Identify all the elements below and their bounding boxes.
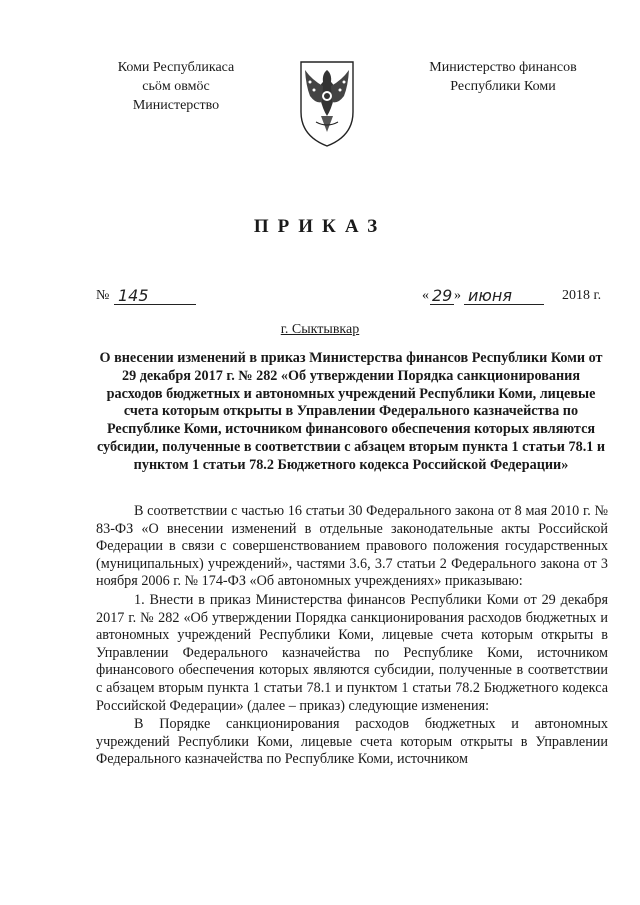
coat-of-arms-komi-icon [296,52,358,150]
month-underline [464,304,544,305]
number-underline [114,304,196,305]
order-body [96,503,608,770]
day-underline [430,304,454,305]
header-left-line: сьӧм овмӧс [142,79,210,94]
date-open-quote: « [422,288,429,303]
header-left-block [98,58,254,115]
order-subject: О внесении изменений в приказ Министерства финансов Республики Коми от 29 декабря 2017 г. № 282 «Об утверждении Порядка санкционирования расходов бюджетных и автономных учреждений Республики Коми, лицевые счета которым открыты в Управлении Федерального казначейства по Республике Коми, источником финансового обеспечения которых являются субсидии, полученные в соответствии с абзацем вторым пункта 1 статьи 78.1 и пунктом 1 статьи 78.2 Бюджетного кодекса Российской Федерации» [96,350,606,473]
header-left-line: Министерство [132,98,220,113]
header-right-line: Министерство финансов [429,60,577,75]
header-right-block [418,58,588,96]
date-close-quote: » [454,288,461,303]
body-paragraph: В соответствии с частью 16 статьи 30 Федерального закона от 8 мая 2010 г. № 83-ФЗ «О внесении изменений в отдельные законодательные акты Российской Федерации в связи с совершенствованием правового положения государственных (муниципальных) учреждений», частями 3.6, 3.7 статьи 2 Федерального закона от 3 ноября 2006 г. № 174-ФЗ «Об автономных учреждениях» приказываю: [96,503,608,590]
order-number-date-row [96,286,608,310]
document-title: ПРИКАЗ [253,216,387,237]
header-right-line: Республики Коми [450,79,556,94]
body-paragraph: В Порядке санкционирования расходов бюджетных и автономных учреждений Республики Коми, лицевые счета которым открыты в Управлении Федерального казначейства по Республике Коми, источником [96,716,608,768]
body-paragraph: 1. Внести в приказ Министерства финансов Республики Коми от 29 декабря 2017 г. № 282 «Об утверждении Порядка санкционирования расходов бюджетных и автономных учреждений Республики Коми, лицевые счета которым открыты в Управлении Федерального казначейства по Республике Коми, источником финансового обеспечения которых являются субсидии, полученные в соответствии с абзацем вторым пункта 1 статьи 78.1 и пунктом 1 статьи 78.2 Бюджетного кодекса Российской Федерации» (далее – приказ) следующие изменения: [96,591,608,714]
date-year: 2018 г. [562,288,602,303]
date-month: июня [468,286,512,305]
city-label: г. Сыктывкар [280,322,360,337]
number-label: № [96,288,110,303]
header-left-line: Коми Республикаса [117,60,235,75]
order-number: 145 [118,286,149,305]
date-day: 29 [432,286,453,305]
